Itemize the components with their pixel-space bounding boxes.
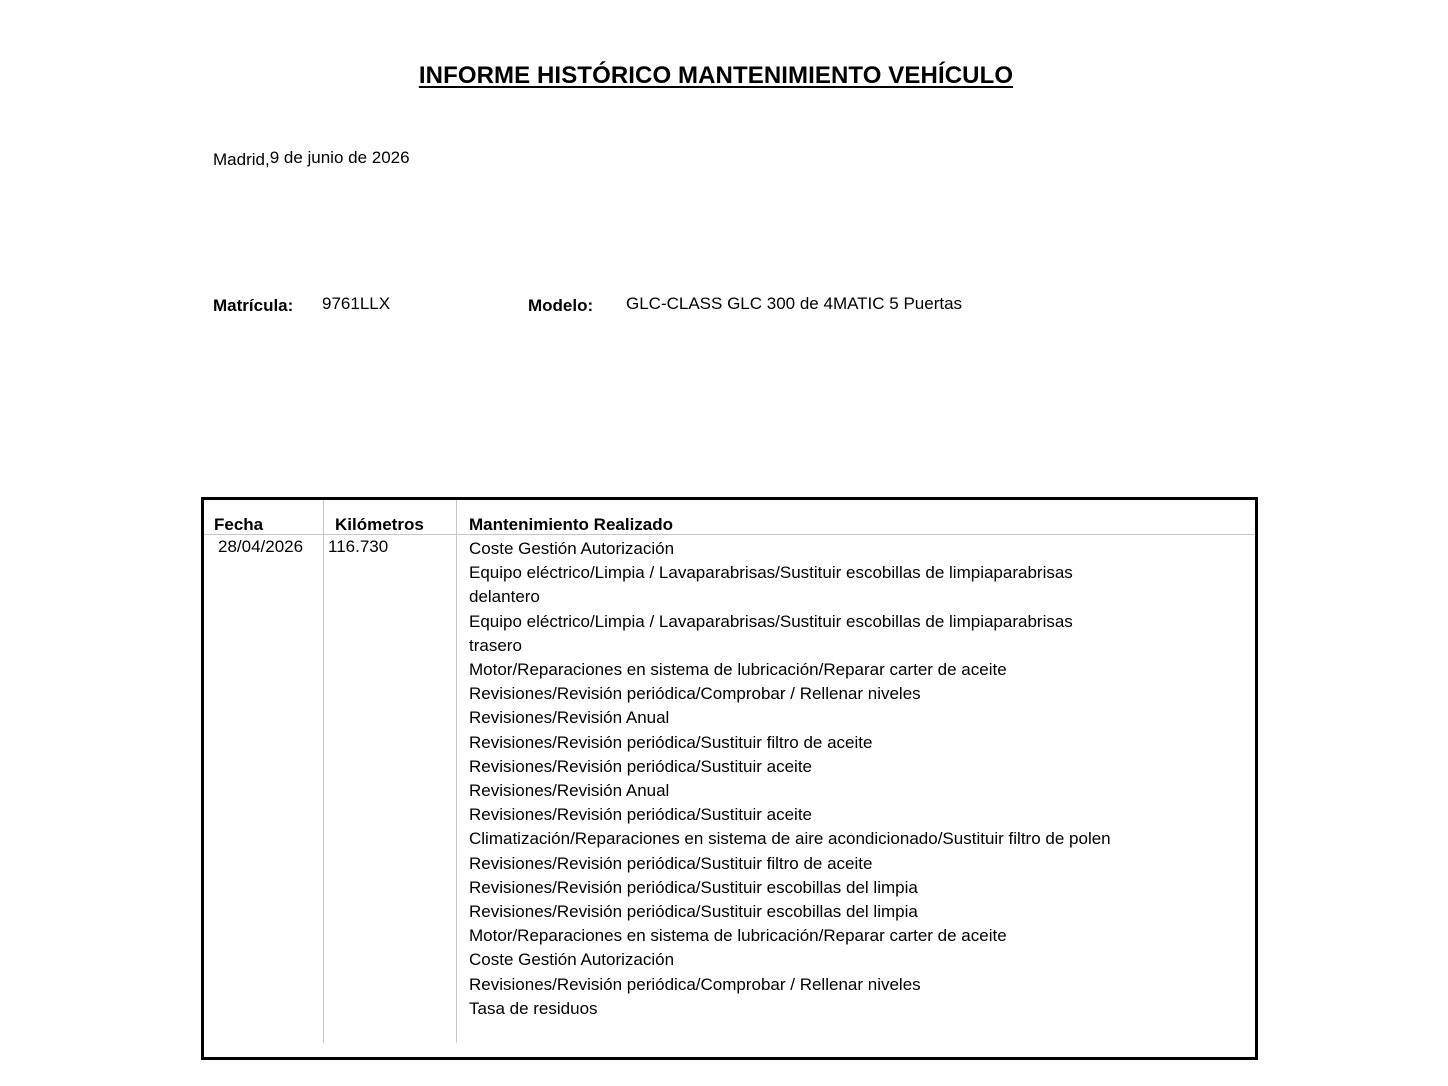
maintenance-item: Equipo eléctrico/Limpia / Lavaparabrisas/Sustituir escobillas de limpiaparabrisas trasero — [469, 611, 1073, 655]
report-title: INFORME HISTÓRICO MANTENIMIENTO VEHÍCULO — [418, 62, 1014, 89]
maintenance-item: Revisiones/Revisión periódica/Sustituir aceite — [469, 805, 812, 825]
maintenance-table — [201, 497, 1258, 1060]
plate-label: Matrícula: — [213, 296, 294, 315]
maintenance-items-list — [469, 537, 1129, 1021]
column-divider — [456, 500, 457, 1043]
header-maintenance: Mantenimiento Realizado — [469, 515, 674, 534]
maintenance-item: Revisiones/Revisión periódica/Sustituir filtro de aceite — [469, 732, 873, 752]
maintenance-item: Revisiones/Revisión periódica/Sustituir escobillas del limpia — [469, 902, 918, 922]
maintenance-item: Revisiones/Revisión periódica/Sustituir escobillas del limpia — [469, 877, 918, 897]
maintenance-item: Revisiones/Revisión periódica/Sustituir filtro de aceite — [469, 853, 873, 873]
maintenance-item: Revisiones/Revisión periódica/Comprobar / Rellenar niveles — [469, 974, 921, 994]
place-date-line — [213, 148, 410, 168]
report-place: Madrid, — [213, 150, 270, 169]
maintenance-item: Equipo eléctrico/Limpia / Lavaparabrisas/Sustituir escobillas de limpiaparabrisas delantero — [469, 563, 1073, 607]
cell-date: 28/04/2026 — [218, 537, 304, 556]
report-date: 9 de junio de 2026 — [269, 148, 410, 167]
maintenance-item: Climatización/Reparaciones en sistema de aire acondicionado/Sustituir filtro de polen — [469, 829, 1111, 849]
header-date: Fecha — [214, 515, 264, 534]
maintenance-item: Coste Gestión Autorización — [469, 950, 675, 970]
maintenance-item: Motor/Reparaciones en sistema de lubricación/Reparar carter de aceite — [469, 660, 1007, 680]
maintenance-item: Revisiones/Revisión Anual — [469, 708, 670, 728]
model-label: Modelo: — [528, 296, 594, 315]
maintenance-item: Tasa de residuos — [469, 998, 598, 1018]
maintenance-item: Coste Gestión Autorización — [469, 539, 675, 558]
column-divider — [323, 500, 324, 1043]
cell-km: 116.730 — [328, 537, 389, 556]
model-value: GLC-CLASS GLC 300 de 4MATIC 5 Puertas — [626, 294, 963, 313]
maintenance-item: Revisiones/Revisión periódica/Sustituir aceite — [469, 756, 812, 776]
plate-value: 9761LLX — [322, 294, 391, 313]
maintenance-item: Revisiones/Revisión Anual — [469, 781, 670, 801]
maintenance-item: Motor/Reparaciones en sistema de lubricación/Reparar carter de aceite — [469, 926, 1007, 946]
header-km: Kilómetros — [335, 515, 424, 534]
maintenance-item: Revisiones/Revisión periódica/Comprobar / Rellenar niveles — [469, 684, 921, 704]
